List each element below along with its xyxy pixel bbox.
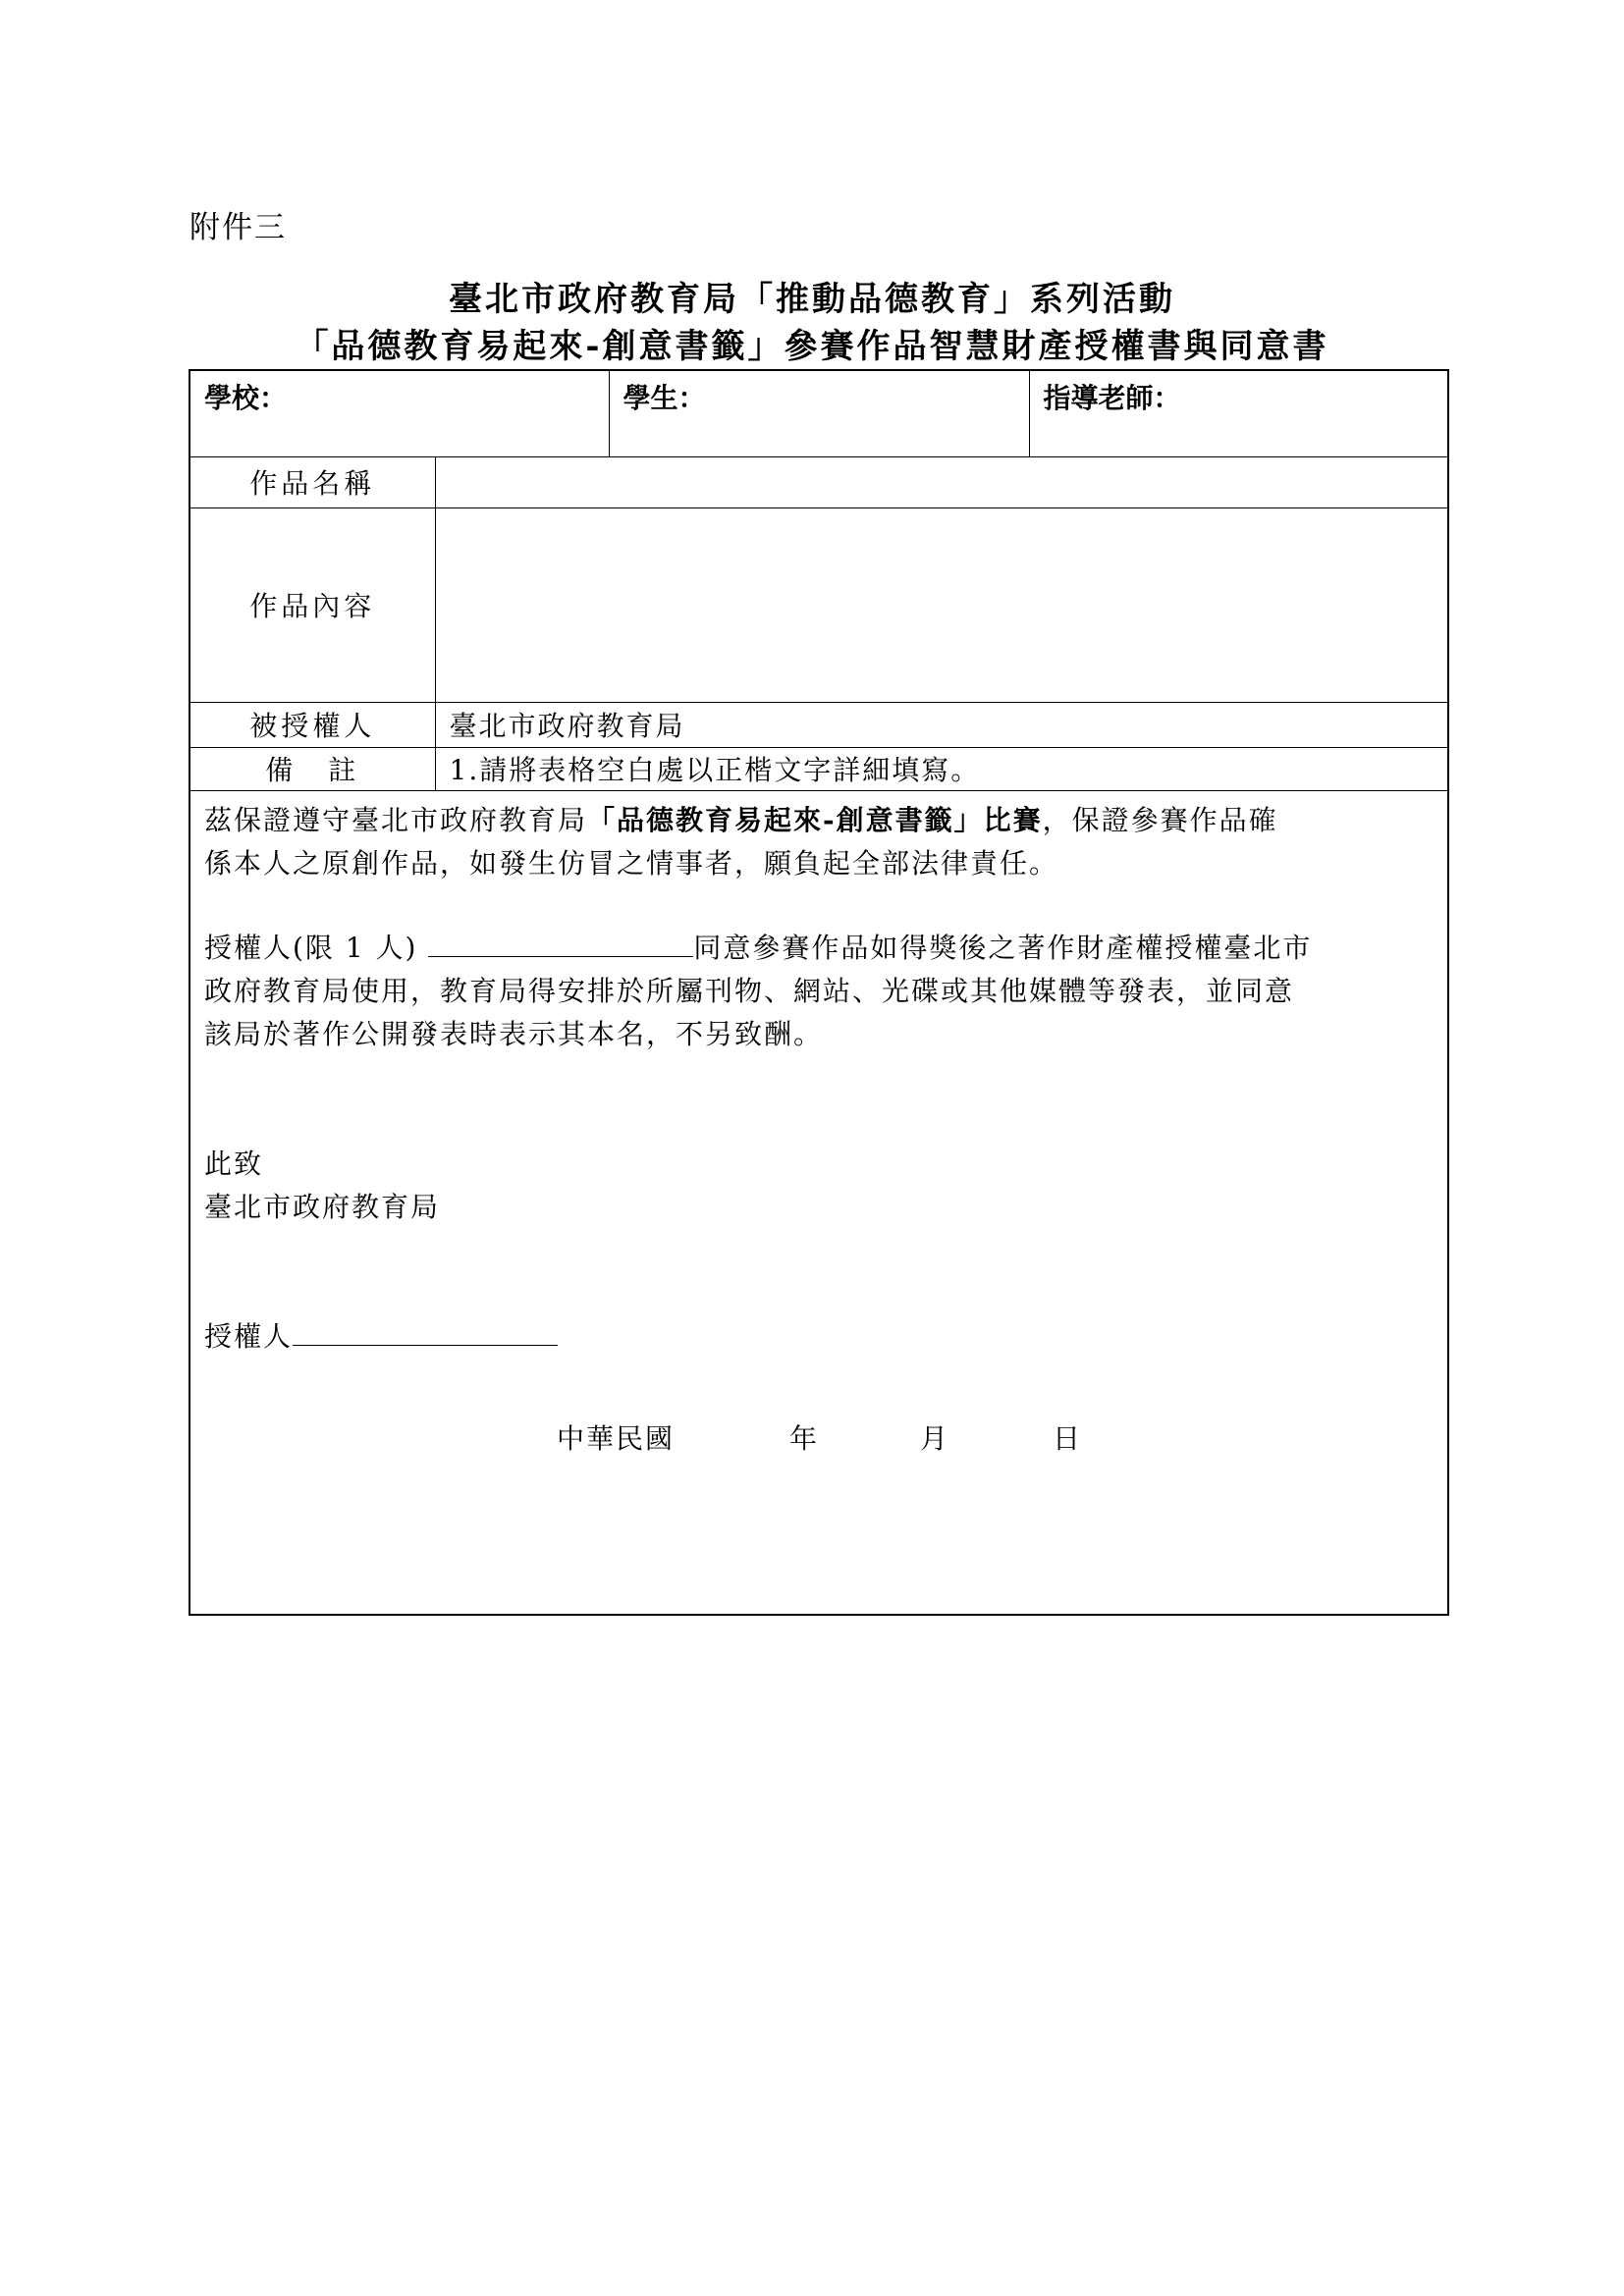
- statement-row: [189, 790, 1448, 1615]
- teacher-field[interactable]: [1029, 370, 1448, 456]
- work-content-row: [189, 507, 1448, 702]
- statement-paragraph-2-line-3: 該局於著作公開發表時表示其本名，不另致酬。: [204, 1017, 824, 1050]
- work-name-label: 作品名稱: [189, 456, 435, 507]
- work-content-label: 作品內容: [189, 507, 435, 702]
- work-name-row: [189, 456, 1448, 507]
- statement-paragraph-2-line-1: [204, 927, 1312, 966]
- licensee-row: [189, 702, 1448, 747]
- authorization-form-table: [189, 369, 1449, 1616]
- work-name-field[interactable]: [435, 456, 1448, 507]
- statement-p2-suffix: 同意參賽作品如得獎後之著作財產權授權臺北市: [693, 931, 1313, 964]
- signature-blank[interactable]: [293, 1319, 558, 1346]
- date-roc-label: 中華民國: [557, 1421, 676, 1455]
- signature-line: [204, 1315, 558, 1355]
- student-label: 學生：: [623, 382, 706, 414]
- school-label: 學校：: [204, 382, 288, 414]
- school-field[interactable]: [189, 370, 609, 456]
- licensor-limit-label: 授權人(限 1 人): [204, 931, 418, 964]
- statement-p1-suffix: ，保證參賽作品確: [1042, 803, 1278, 836]
- signer-label: 授權人: [204, 1319, 294, 1353]
- remarks-label: 備 註: [189, 747, 435, 790]
- teacher-label: 指導老師：: [1043, 382, 1181, 414]
- contest-name-bold: 「品德教育易起來-創意書籤」比賽: [587, 803, 1043, 836]
- salutation: 此致: [204, 1147, 264, 1180]
- statement-p1-prefix: 茲保證遵守臺北市政府教育局: [204, 803, 588, 836]
- remarks-row: [189, 747, 1448, 790]
- date-month-label: 月: [920, 1421, 950, 1455]
- recipient: 臺北市政府教育局: [204, 1190, 441, 1223]
- licensee-label: 被授權人: [189, 702, 435, 747]
- document-title-line-2: 「品德教育易起來-創意書籤」參賽作品智慧財產授權書與同意書: [295, 327, 1329, 366]
- date-day-label: 日: [1053, 1421, 1083, 1455]
- date-year-label: 年: [789, 1421, 820, 1455]
- remarks-value: 1.請將表格空白處以正楷文字詳細填寫。: [435, 747, 1448, 790]
- statement-paragraph-1-line-1: [204, 799, 1278, 838]
- student-field[interactable]: [609, 370, 1029, 456]
- work-content-field[interactable]: [435, 507, 1448, 702]
- licensor-name-blank[interactable]: [428, 931, 693, 957]
- header-row: [189, 370, 1448, 456]
- statement-paragraph-1-line-2: 係本人之原創作品，如發生仿冒之情事者，願負起全部法律責任。: [204, 846, 1059, 880]
- licensee-value: 臺北市政府教育局: [435, 702, 1448, 747]
- document-title-line-1: 臺北市政府教育局「推動品德教育」系列活動: [449, 280, 1175, 319]
- attachment-label: 附件三: [189, 210, 287, 245]
- statement-paragraph-2-line-2: 政府教育局使用，教育局得安排於所屬刊物、網站、光碟或其他媒體等發表，並同意: [204, 974, 1295, 1007]
- statement-cell: [189, 790, 1448, 1615]
